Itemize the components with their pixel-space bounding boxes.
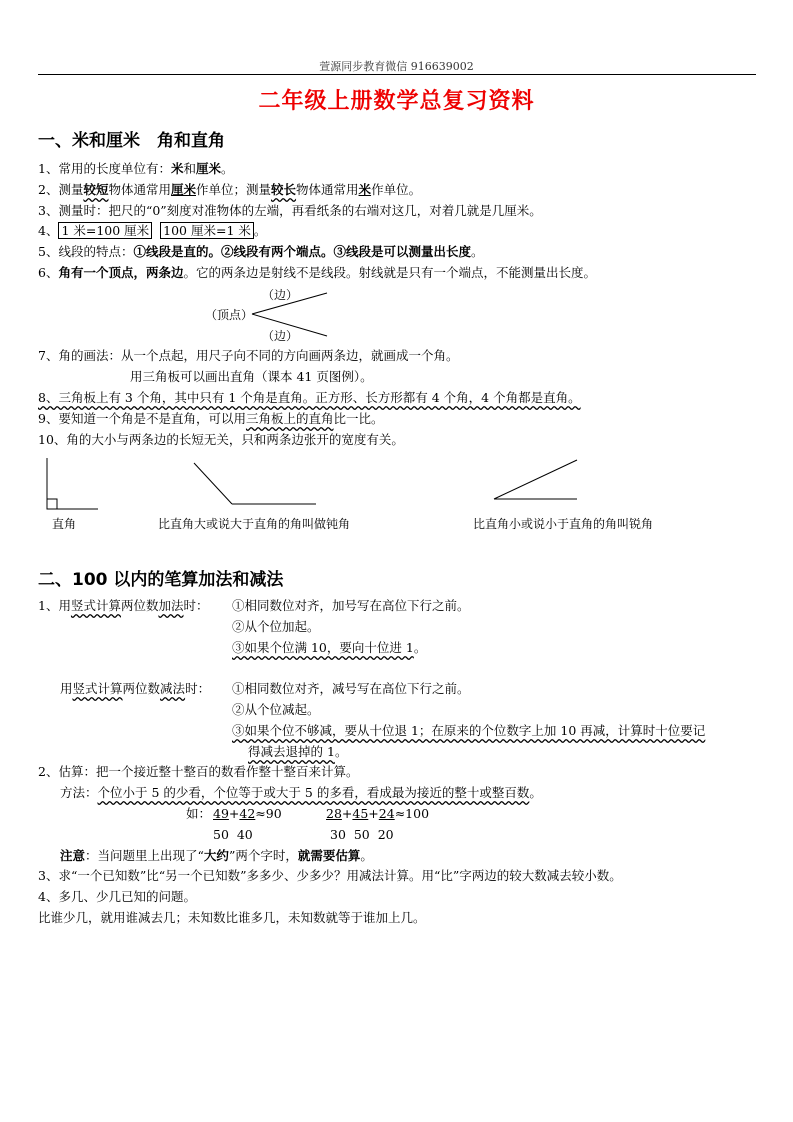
- section1-heading: 一、米和厘米 角和直角: [38, 131, 225, 151]
- page-title: 二年级上册数学总复习资料: [258, 89, 535, 114]
- example-2-estimates: 30 50 20: [330, 827, 394, 842]
- subtraction-step-2: ②从个位减起。: [232, 702, 320, 717]
- acute-angle-caption: 比直角小或说小于直角的角叫锐角: [473, 517, 654, 531]
- s1-line3: 3、测量时：把尺的“0”刻度对准物体的左端，再看纸条的右端对这几，对着几就是几厘米。: [38, 203, 542, 218]
- example-1: 49+42≈90: [213, 806, 282, 821]
- subtraction-label: 用竖式计算两位数减法时：: [60, 681, 211, 696]
- obtuse-angle-shape: [194, 463, 316, 504]
- addition-label: 1、用竖式计算两位数加法时：: [38, 598, 209, 613]
- s2-line5: 比谁少几，就用谁减去几；未知数比谁多几，未知数就等于谁加上几。: [38, 910, 426, 925]
- s1-line5: 5、线段的特点：①线段是直的。②线段有两个端点。③线段是可以测量出长度。: [38, 244, 484, 259]
- note-line: 注意：当问题里上出现了“大约”两个字时，就需要估算。: [60, 848, 373, 863]
- estimation-line: 2、估算：把一个接近整十整百的数看作整十整百来计算。: [38, 764, 359, 779]
- method-line: 方法：个位小于 5 的少看，个位等于或大于 5 的多看，看成最为接近的整十或整百数。: [60, 785, 542, 800]
- subtraction-step-3: ③如果个位不够减，要从十位退 1；在原来的个位数字上加 10 再减，计算时十位要记: [232, 723, 706, 738]
- obtuse-angle-caption: 比直角大或说大于直角的角叫做钝角: [158, 517, 351, 531]
- s2-line3: 3、求“一个已知数”比“另一个已知数”多多少、少多少？用减法计算。用“比”字两边的较大数减去较小数。: [38, 868, 622, 883]
- s1-line1: 1、常用的长度单位有：米和厘米。: [38, 161, 234, 176]
- page-header: 萱源同步教育微信 916639002: [319, 60, 474, 73]
- s1-line2: 2、测量较短物体通常用厘米作单位；测量较长物体通常用米作单位。: [38, 182, 422, 197]
- addition-step-1: ①相同数位对齐，加号写在高位下行之前。: [232, 598, 470, 613]
- right-angle-caption: 直角: [52, 517, 77, 531]
- acute-angle-shape: [494, 460, 577, 499]
- example-prefix: 如：: [186, 806, 212, 821]
- example-1-estimates: 50 40: [213, 827, 253, 842]
- s1-line7b: 用三角板可以画出直角（课本 41 页图例）。: [130, 369, 373, 384]
- subtraction-step-3-cont: 得减去退掉的 1。: [248, 744, 348, 759]
- s1-line9: 9、要知道一个角是不是直角，可以用三角板上的直角比一比。: [38, 411, 384, 426]
- s1-line10: 10、角的大小与两条边的长短无关，只和两条边张开的宽度有关。: [38, 432, 404, 447]
- addition-step-3: ③如果个位满 10，要向十位进 1。: [232, 640, 427, 655]
- right-angle-shape: [47, 458, 98, 509]
- section2-heading: 二、100 以内的笔算加法和减法: [38, 570, 284, 590]
- addition-step-2: ②从个位加起。: [232, 619, 320, 634]
- angle-vertex-label: （顶点）: [205, 308, 254, 322]
- s1-line7: 7、角的画法：从一个点起，用尺子向不同的方向画两条边，就画成一个角。: [38, 348, 459, 363]
- angle-side-bottom-label: （边）: [262, 329, 299, 343]
- subtraction-step-1: ①相同数位对齐，减号写在高位下行之前。: [232, 681, 470, 696]
- s1-line8: 8、三角板上有 3 个角，其中只有 1 个角是直角。正方形、长方形都有 4 个角，4 个角都是直角。: [38, 390, 581, 405]
- angle-side-top-label: （边）: [262, 288, 299, 302]
- s1-line6: 6、角有一个顶点，两条边。它的两条边是射线不是线段。射线就是只有一个端点，不能测量出长度。: [38, 265, 596, 280]
- example-2: 28+45+24≈100: [326, 806, 430, 821]
- s2-line4: 4、多几、少几已知的问题。: [38, 889, 196, 904]
- s1-line4: 4、 1 米=100 厘米 100 厘米=1 米 。: [38, 223, 267, 238]
